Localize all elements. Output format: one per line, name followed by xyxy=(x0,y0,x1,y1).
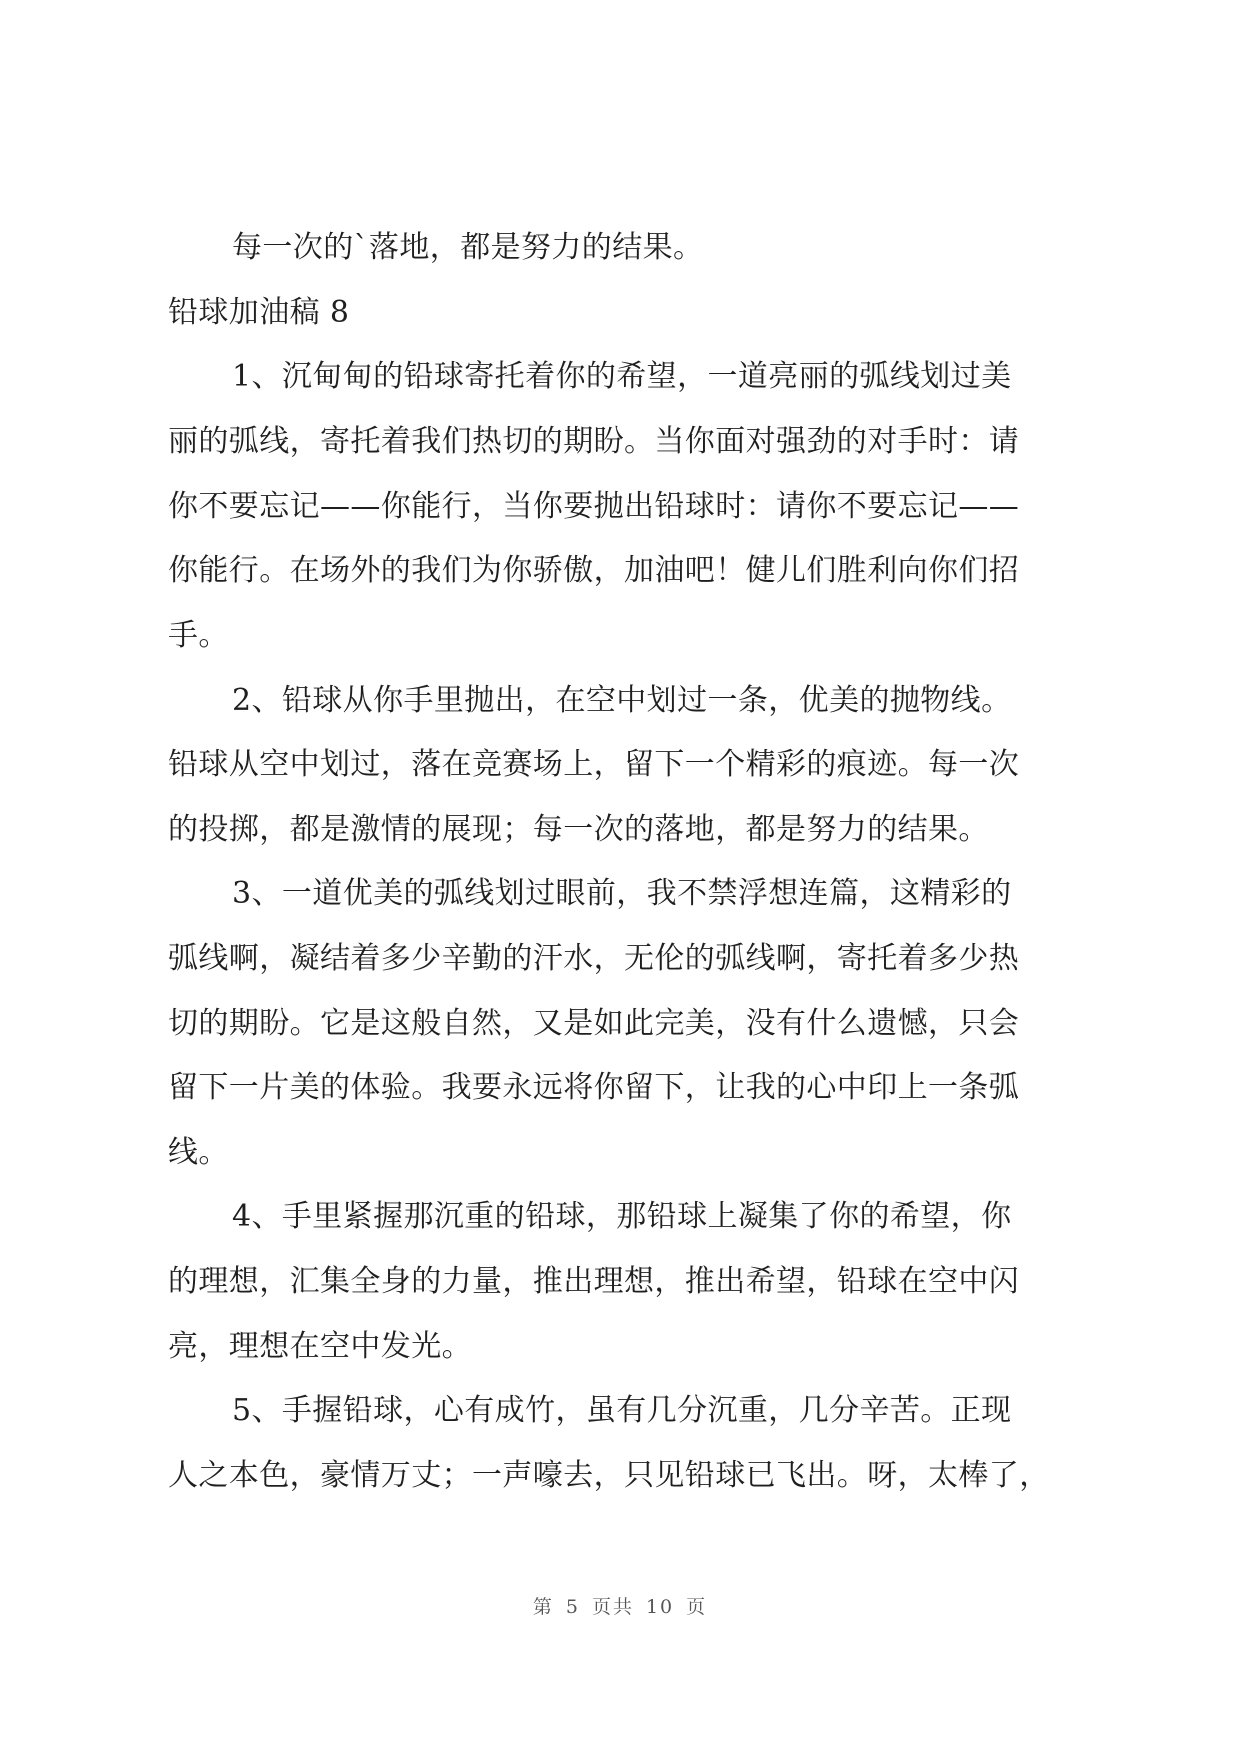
paragraph-line: 的投掷，都是激情的展现；每一次的落地，都是努力的结果。 xyxy=(168,812,989,847)
paragraph-line: 1、沉甸甸的铅球寄托着你的希望，一道亮丽的弧线划过美 xyxy=(232,359,1012,394)
paragraph-line: 的理想，汇集全身的力量，推出理想，推出希望，铅球在空中闪 xyxy=(168,1264,1020,1299)
footer-middle: 页共 xyxy=(591,1596,634,1618)
paragraph-line: 亮，理想在空中发光。 xyxy=(168,1329,472,1364)
total-page-count: 10 xyxy=(645,1596,675,1618)
paragraph-line: 每一次的`落地，都是努力的结果。 xyxy=(232,230,704,265)
paragraph-line: 留下一片美的体验。我要永远将你留下，让我的心中印上一条弧 xyxy=(168,1070,1020,1105)
page-footer xyxy=(0,1592,1240,1619)
paragraph-line: 手。 xyxy=(168,618,229,653)
paragraph-line: 丽的弧线，寄托着我们热切的期盼。当你面对强劲的对手时：请 xyxy=(168,424,1020,459)
paragraph-line: 人之本色，豪情万丈；一声嚎去，只见铅球已飞出。呀，太棒了， xyxy=(168,1458,1050,1493)
footer-prefix: 第 xyxy=(532,1596,554,1618)
footer-suffix: 页 xyxy=(686,1596,708,1618)
paragraph-line: 2、铅球从你手里抛出，在空中划过一条，优美的抛物线。 xyxy=(232,683,1012,718)
paragraph-line: 铅球从空中划过，落在竞赛场上，留下一个精彩的痕迹。每一次 xyxy=(168,747,1020,782)
paragraph-line: 你不要忘记——你能行，当你要抛出铅球时：请你不要忘记—— xyxy=(168,489,1020,524)
paragraph-line: 3、一道优美的弧线划过眼前，我不禁浮想连篇，这精彩的 xyxy=(232,876,1012,911)
paragraph-line: 线。 xyxy=(168,1135,229,1170)
paragraph-line: 你能行。在场外的我们为你骄傲，加油吧！健儿们胜利向你们招 xyxy=(168,553,1020,588)
paragraph-line: 5、手握铅球，心有成竹，虽有几分沉重，几分辛苦。正现 xyxy=(232,1393,1012,1428)
paragraph-line: 4、手里紧握那沉重的铅球，那铅球上凝集了你的希望，你 xyxy=(232,1199,1012,1234)
current-page-number: 5 xyxy=(565,1596,580,1618)
paragraph-line: 弧线啊，凝结着多少辛勤的汗水，无伦的弧线啊，寄托着多少热 xyxy=(168,941,1020,976)
section-heading: 铅球加油稿 8 xyxy=(168,295,350,330)
paragraph-line: 切的期盼。它是这般自然，又是如此完美，没有什么遗憾，只会 xyxy=(168,1006,1020,1041)
